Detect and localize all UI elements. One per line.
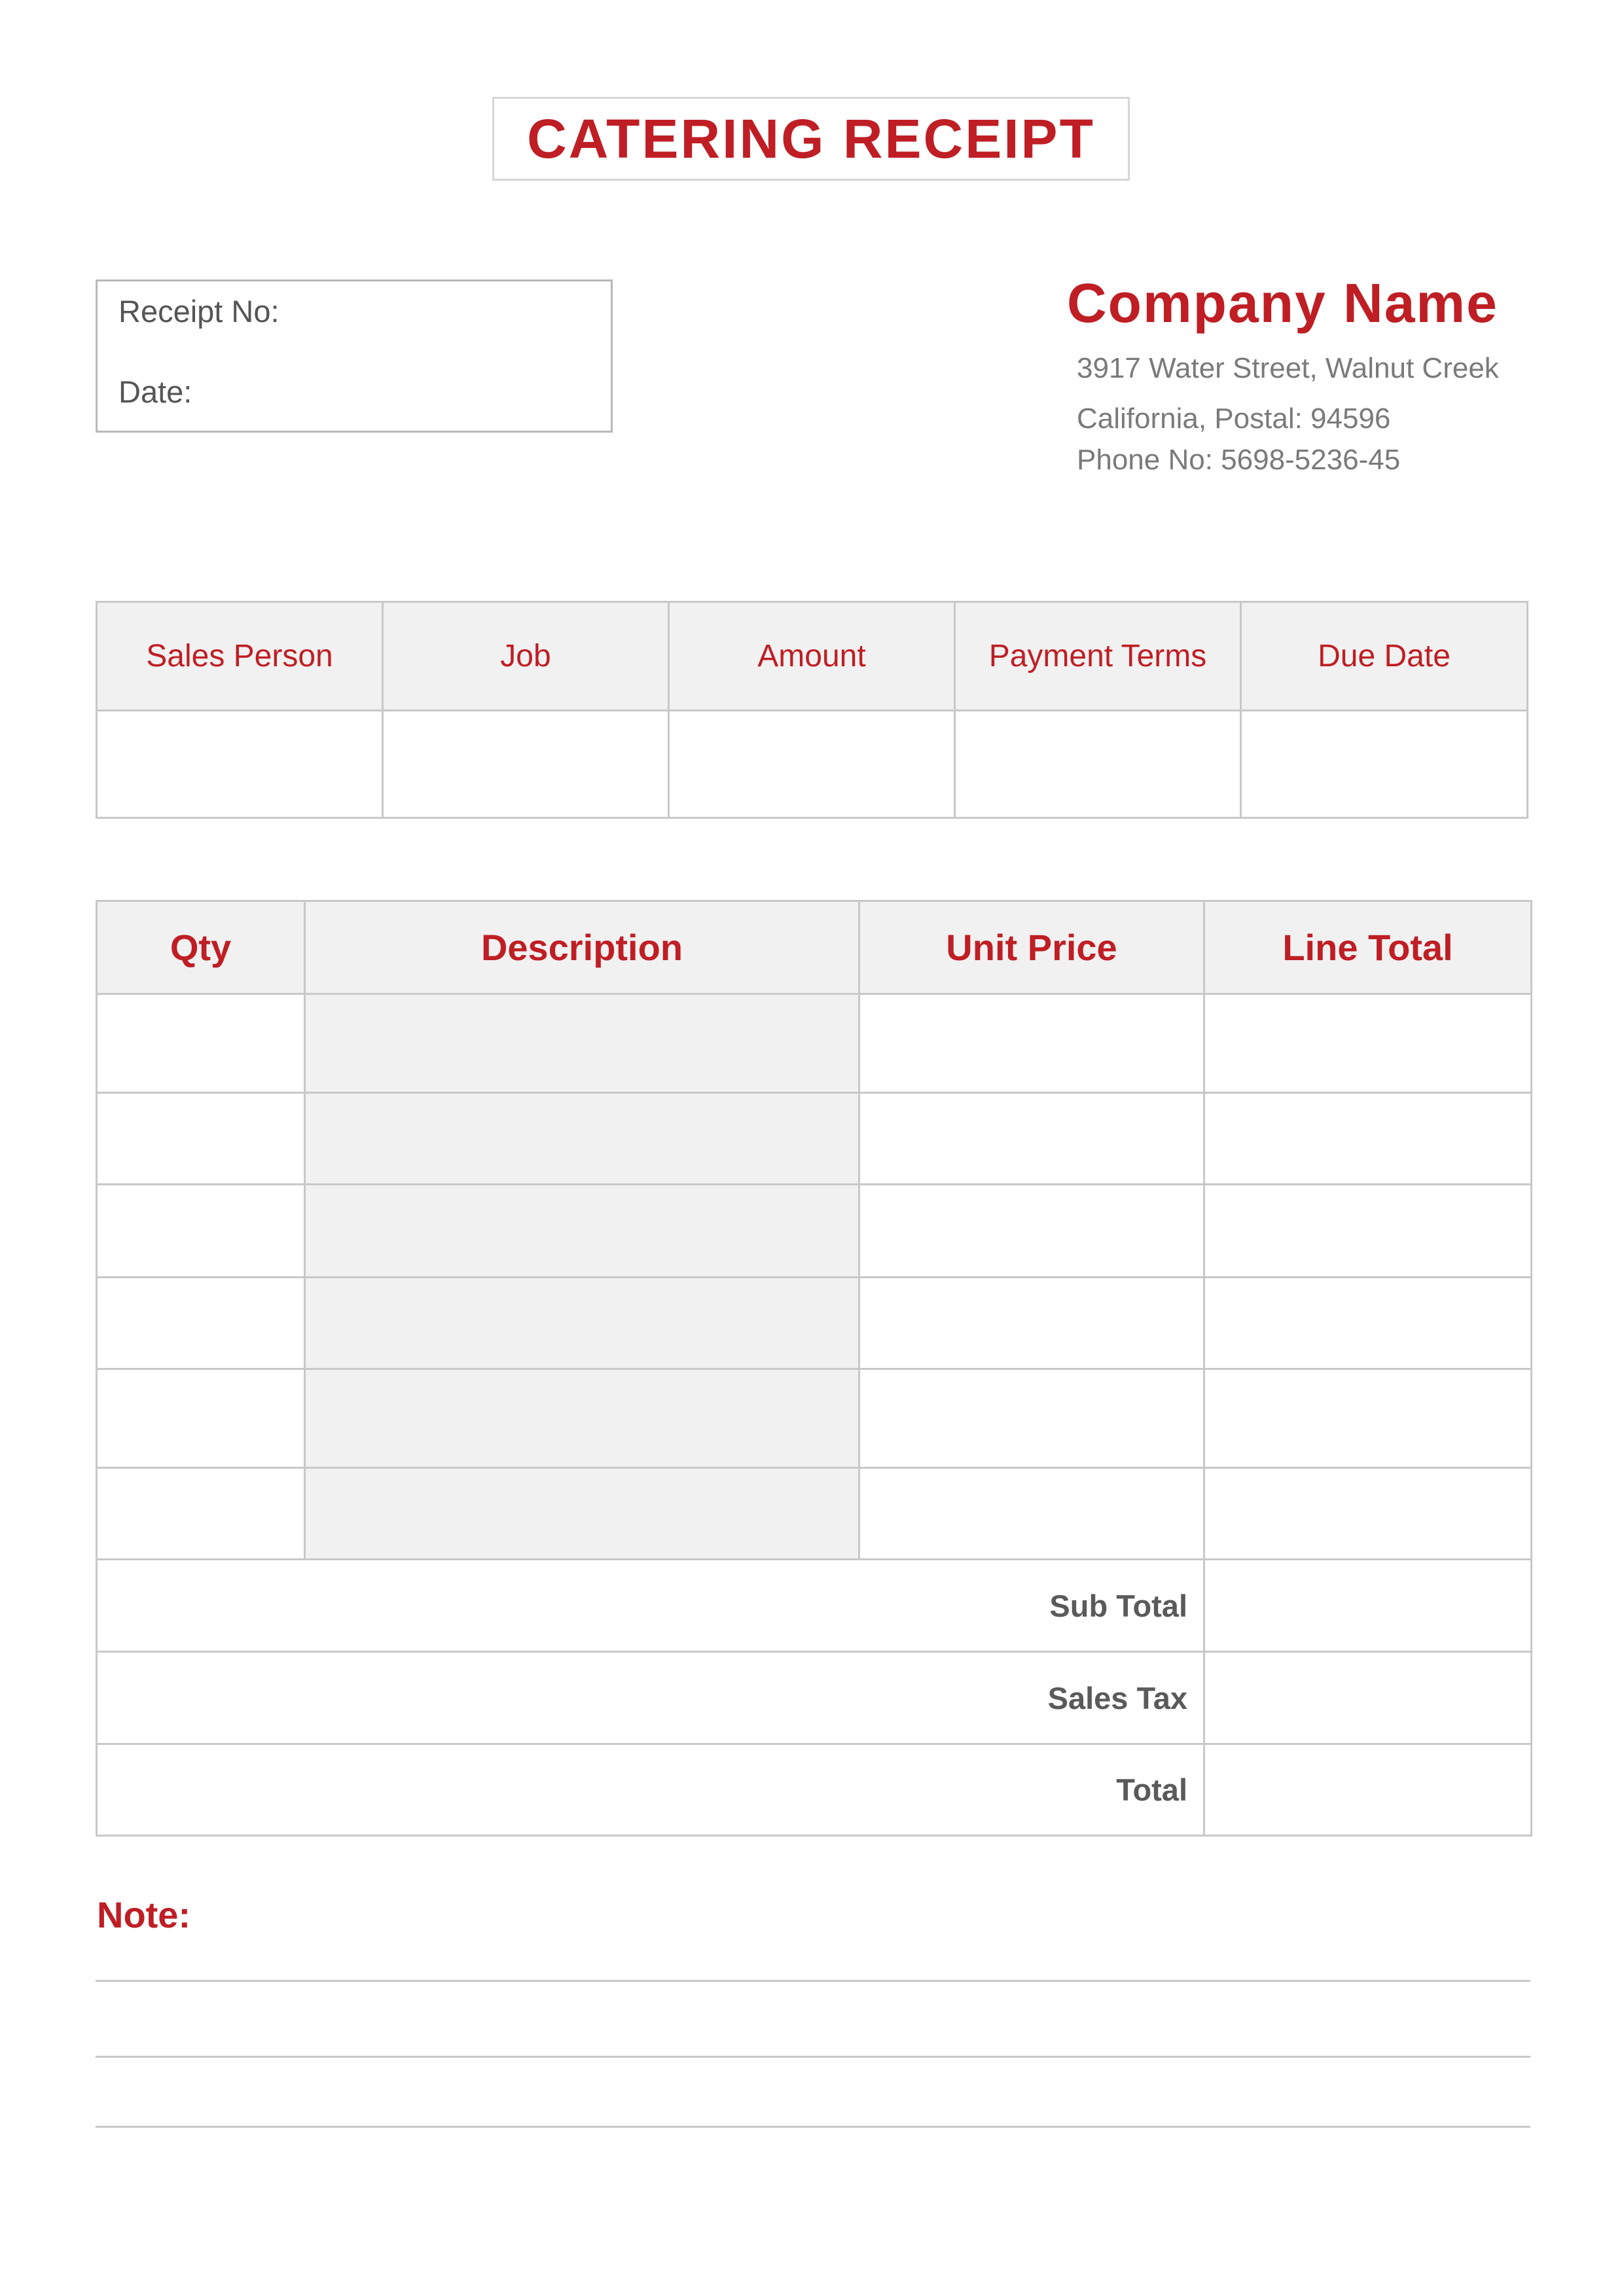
line-total-cell[interactable] xyxy=(1204,1369,1532,1468)
line-total-cell[interactable] xyxy=(1204,1093,1532,1185)
table-row xyxy=(97,1468,1532,1560)
title-box xyxy=(492,97,1130,181)
line-total-cell[interactable] xyxy=(1204,1468,1532,1560)
company-name: Company Name xyxy=(1067,272,1498,334)
description-cell[interactable] xyxy=(305,1468,859,1560)
receipt-no-label: Receipt No: xyxy=(118,294,280,329)
description-cell[interactable] xyxy=(305,1278,859,1369)
sales-tax-label: Sales Tax xyxy=(97,1652,1204,1744)
sub-total-cell[interactable] xyxy=(1204,1560,1532,1652)
qty-cell[interactable] xyxy=(97,1093,305,1185)
payment-terms-header: Payment Terms xyxy=(955,602,1241,711)
qty-cell[interactable] xyxy=(97,1468,305,1560)
unit-price-cell[interactable] xyxy=(859,1468,1204,1560)
description-cell[interactable] xyxy=(305,1093,859,1185)
payment-terms-cell[interactable] xyxy=(955,711,1241,818)
total-cell[interactable] xyxy=(1204,1744,1532,1836)
info-table xyxy=(96,601,1528,819)
line-total-cell[interactable] xyxy=(1204,994,1532,1093)
table-row xyxy=(97,1278,1532,1369)
amount-cell[interactable] xyxy=(669,711,955,818)
table-row xyxy=(97,1185,1532,1278)
total-row xyxy=(97,1744,1532,1836)
description-cell[interactable] xyxy=(305,1185,859,1278)
items-table-header-row xyxy=(97,901,1532,994)
items-table xyxy=(96,900,1532,1837)
due-date-cell[interactable] xyxy=(1241,711,1528,818)
line-total-header: Line Total xyxy=(1204,901,1532,994)
info-table-row xyxy=(97,711,1528,818)
note-line[interactable] xyxy=(96,1980,1530,1982)
description-header: Description xyxy=(305,901,859,994)
unit-price-cell[interactable] xyxy=(859,1369,1204,1468)
sub-total-row xyxy=(97,1560,1532,1652)
info-table-header-row xyxy=(97,602,1528,711)
due-date-header: Due Date xyxy=(1241,602,1528,711)
qty-cell[interactable] xyxy=(97,1185,305,1278)
sales-person-cell[interactable] xyxy=(97,711,383,818)
description-cell[interactable] xyxy=(305,1369,859,1468)
qty-cell[interactable] xyxy=(97,1278,305,1369)
qty-header: Qty xyxy=(97,901,305,994)
line-total-cell[interactable] xyxy=(1204,1278,1532,1369)
sales-tax-row xyxy=(97,1652,1532,1744)
qty-cell[interactable] xyxy=(97,994,305,1093)
job-header: Job xyxy=(383,602,669,711)
note-line[interactable] xyxy=(96,2056,1530,2058)
unit-price-header: Unit Price xyxy=(859,901,1204,994)
note-line[interactable] xyxy=(96,2126,1530,2128)
unit-price-cell[interactable] xyxy=(859,994,1204,1093)
sales-tax-cell[interactable] xyxy=(1204,1652,1532,1744)
page-title: CATERING RECEIPT xyxy=(527,107,1095,170)
unit-price-cell[interactable] xyxy=(859,1278,1204,1369)
total-label: Total xyxy=(97,1744,1204,1836)
company-address-line2: California, Postal: 94596 xyxy=(1077,403,1391,435)
table-row xyxy=(97,1093,1532,1185)
amount-header: Amount xyxy=(669,602,955,711)
unit-price-cell[interactable] xyxy=(859,1093,1204,1185)
receipt-info-box xyxy=(96,279,613,433)
qty-cell[interactable] xyxy=(97,1369,305,1468)
description-cell[interactable] xyxy=(305,994,859,1093)
company-block xyxy=(1067,272,1498,335)
sub-total-label: Sub Total xyxy=(97,1560,1204,1652)
line-total-cell[interactable] xyxy=(1204,1185,1532,1278)
company-phone: Phone No: 5698-5236-45 xyxy=(1077,444,1401,476)
table-row xyxy=(97,994,1532,1093)
table-row xyxy=(97,1369,1532,1468)
unit-price-cell[interactable] xyxy=(859,1185,1204,1278)
date-label: Date: xyxy=(118,374,192,409)
note-label: Note: xyxy=(97,1894,191,1935)
job-cell[interactable] xyxy=(383,711,669,818)
sales-person-header: Sales Person xyxy=(97,602,383,711)
company-address-line1: 3917 Water Street, Walnut Creek xyxy=(1077,352,1499,384)
